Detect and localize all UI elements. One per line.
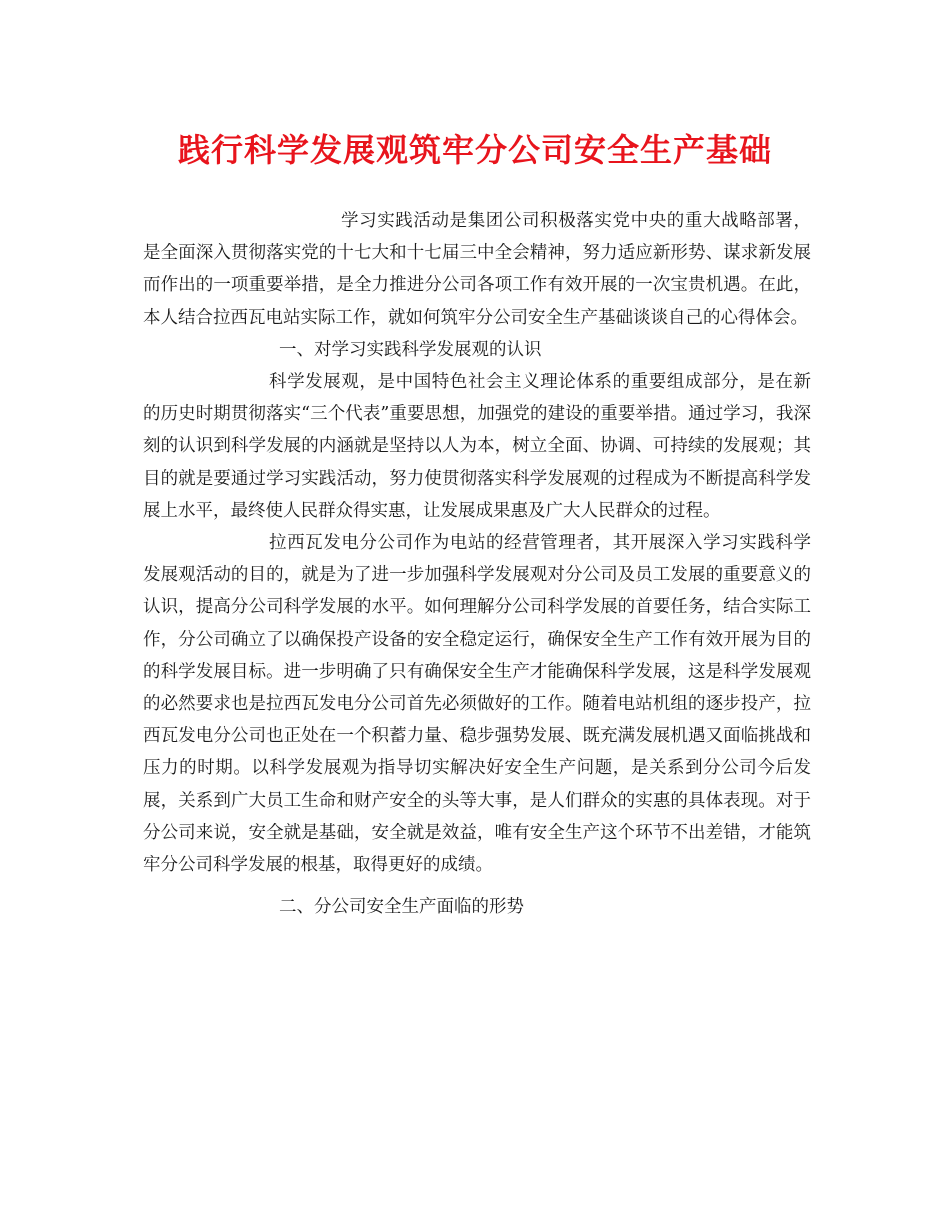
section-heading-1: 一、对学习实践科学发展观的认识 xyxy=(279,339,542,360)
document-body xyxy=(143,205,811,923)
paragraph-scientific-outlook: 科学发展观，是中国特色社会主义理论体系的重要组成部分，是在新的历史时期贯彻落实“三个代表”重要思想，加强党的建设的重要举措。通过学习，我深刻的认识到科学发展的内涵就是坚持以人为本，树立全面、协调、可持续的发展观；其目的就是要通过学习实践活动，努力使贯彻落实科学发展观的过程成为不断提高科学发展上水平，最终使人民群众得实惠，让发展成果惠及广大人民群众的过程。 xyxy=(143,372,811,521)
paragraph-laxiwa-company: 拉西瓦发电分公司作为电站的经营管理者，其开展深入学习实践科学发展观活动的目的，就是为了进一步加强科学发展观对分公司及员工发展的重要意义的认识，提高分公司科学发展的水平。如何理解分公司科学发展的首要任务，结合实际工作，分公司确立了以确保投产设备的安全稳定运行，确保安全生产工作有效开展为目的的科学发展目标。进一步明确了只有确保安全生产才能确保科学发展，这是科学发展观的必然要求也是拉西瓦发电分公司首先必须做好的工作。随着电站机组的逐步投产，拉西瓦发电分公司也正处在一个积蓄力量、稳步强势发展、既充满发展机遇又面临挑战和压力的时期。以科学发展观为指导切实解决好安全生产问题，是关系到分公司今后发展，关系到广大员工生命和财产安全的头等大事，是人们群众的实惠的具体表现。对于分公司来说，安全就是基础，安全就是效益，唯有安全生产这个环节不出差错，才能筑牢分公司科学发展的根基，取得更好的成绩。 xyxy=(143,533,811,876)
paragraph-intro: 学习实践活动是集团公司积极落实党中央的重大战略部署，是全面深入贯彻落实党的十七大和十七届三中全会精神，努力适应新形势、谋求新发展而作出的一项重要举措，是全力推进分公司各项工作有效开展的一次宝贵机遇。在此，本人结合拉西瓦电站实际工作，就如何筑牢分公司安全生产基础谈谈自己的心得体会。 xyxy=(143,211,811,328)
document-title: 践行科学发展观筑牢分公司安全生产基础 xyxy=(177,131,772,169)
section-heading-2: 二、分公司安全生产面临的形势 xyxy=(279,897,524,918)
